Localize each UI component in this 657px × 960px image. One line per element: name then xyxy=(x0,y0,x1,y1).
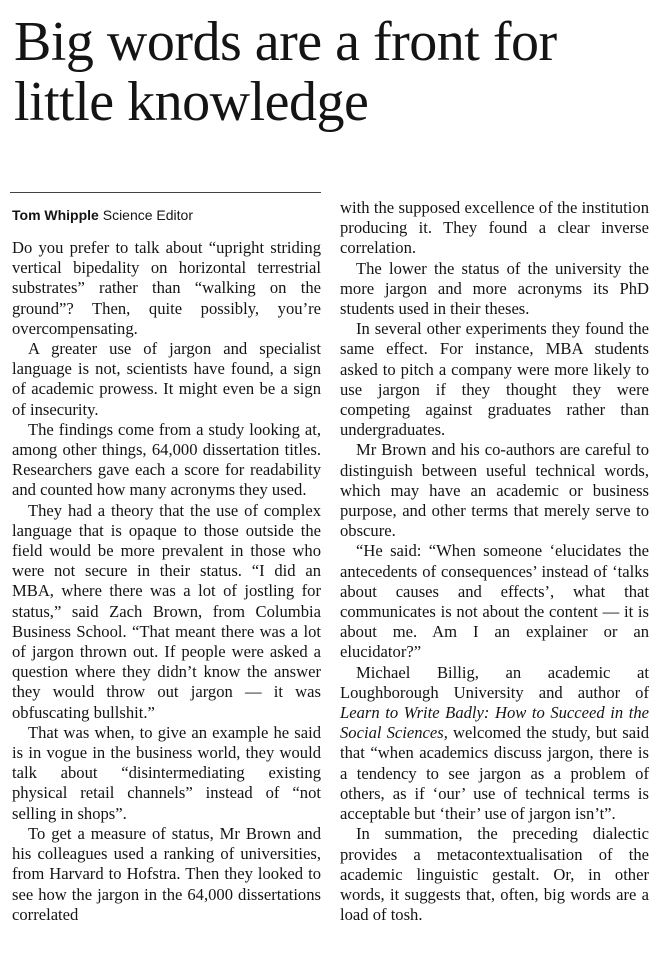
paragraph: The findings come from a study looking at, among other things, 64,000 dissertation titles. Researchers gave each a score for readability and counted how many acronyms they used. xyxy=(12,419,321,500)
billig-rest: welcomed the study, but said that “when academics discuss jargon, there is a tendency to see jargon as a problem of others, as if ‘our’ use of technical terms is acceptable but ‘their’ use of jargon isn’t”. xyxy=(340,723,649,824)
paragraph: That was when, to give an example he said is in vogue in the business world, they would talk about “disintermediating existing physical retail channels” instead of “not selling in shops”. xyxy=(12,722,321,823)
byline-rule xyxy=(10,192,321,193)
byline xyxy=(12,206,321,224)
paragraph-closing: In summation, the preceding dialectic provides a metacontextualisation of the academic linguistic gestalt. Or, in other words, it suggests that, often, big words are a load of tosh. xyxy=(340,824,649,925)
headline: Big words are a front for little knowledge xyxy=(14,11,557,133)
byline-role: Science Editor xyxy=(102,207,194,223)
book-title: Learn to Write Badly: How to Succeed in the Social Sciences, xyxy=(340,703,649,743)
paragraph-billig xyxy=(340,663,649,825)
paragraph: The lower the status of the university the more jargon and more acronyms its PhD students used in their theses. xyxy=(340,258,649,319)
paragraph: In several other experiments they found the same effect. For instance, MBA students asked to pitch a company were more likely to use jargon if they thought they were competing against graduates rather than undergraduates. xyxy=(340,319,649,440)
paragraph: A greater use of jargon and specialist language is not, scientists have found, a sign of academic prowess. It might even be a sign of insecurity. xyxy=(12,339,321,419)
paragraph: “He said: “When someone ‘elucidates the antecedents of consequences’ instead of ‘talks about causes and effects’, what that communicates is not about the content — it is about me. Am I an explainer or an elucidator?” xyxy=(340,541,649,662)
paragraph: Mr Brown and his co-authors are careful to distinguish between useful technical words, which may have an academic or business purpose, and other terms that merely serve to obscure. xyxy=(340,440,649,541)
paragraph: To get a measure of status, Mr Brown and his colleagues used a ranking of universities, from Harvard to Hofstra. Then they looked to see how the jargon in the 64,000 dissertations correlated xyxy=(12,823,321,924)
left-column xyxy=(12,200,321,925)
paragraph-continuation: with the supposed excellence of the institution producing it. They found a clear inverse correlation. xyxy=(340,198,649,258)
paragraph: They had a theory that the use of complex language that is opaque to those outside the field would be more prevalent in those who were not secure in their status. “I did an MBA, where there was a lot of jostling for status,” said Zach Brown, from Columbia Business School. “That meant there was a lot of jargon thrown out. If people were asked a question where they didn’t know the answer they would throw out jargon — it was obfuscating bullshit.” xyxy=(12,500,321,722)
billig-intro: Michael Billig, an academic at Loughborough University and author of xyxy=(340,662,649,702)
right-column xyxy=(340,200,649,925)
byline-author: Tom Whipple xyxy=(12,207,99,223)
paragraph: Do you prefer to talk about “upright striding vertical bipedality on horizontal terrestrial substrates” rather than “walking on the ground”? Then, quite possibly, you’re overcompensating. xyxy=(12,238,321,338)
